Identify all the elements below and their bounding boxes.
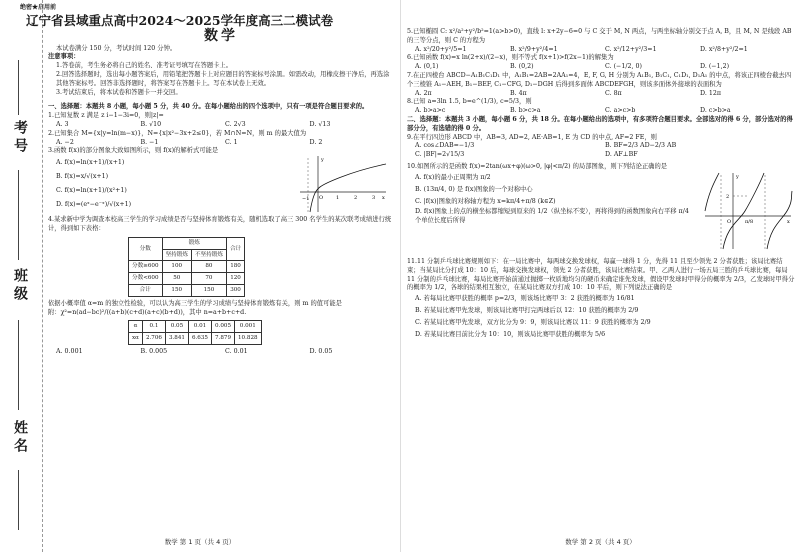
question-4-options: [48, 348, 394, 357]
question-10-block: [407, 163, 795, 255]
table-row: [129, 321, 262, 333]
axis-label: y: [321, 157, 324, 164]
header-cell: 合计: [226, 237, 244, 261]
axis-label: x: [382, 195, 385, 202]
exam-number-label: 考号: [12, 120, 28, 156]
option: C. a>c>b: [605, 107, 636, 115]
option: B. −1: [140, 138, 159, 146]
binding-margin: [0, 0, 43, 552]
contingency-table: [128, 237, 245, 297]
header-cell: 锻炼: [162, 237, 226, 249]
cell: 50: [162, 273, 191, 285]
exam-intro: 本试卷满分 150 分，考试时间 120 分钟。: [56, 44, 177, 52]
table-row: [129, 333, 262, 345]
option: B. BF=2/3 AD−2/3 AB: [605, 142, 677, 150]
section-1-heading: 一、选择题：本题共 8 小题，每小题 5 分，共 40 分。在每小题给出的四个选项中，只有一项是符合题目要求的。: [48, 103, 369, 111]
notice-heading: 注意事项：: [48, 53, 80, 61]
cell: 0.001: [235, 321, 262, 333]
exam-title: 辽宁省县域重点高中2024～2025学年度高三二模试卷: [26, 12, 334, 28]
option: B. f(x)=x/√(x+1): [56, 173, 109, 181]
option: A. f(x)的最小正周期为 π/2: [415, 173, 491, 181]
option: D. 0.05: [309, 347, 333, 355]
question-1-options: [48, 121, 394, 130]
cell: 150: [162, 284, 191, 296]
function-graph-q3: [298, 154, 390, 214]
cell: 合计: [129, 284, 163, 296]
option: D. 若某局比赛目前比分为 10：10，则该局比赛甲获胜的概率为 5/6: [415, 331, 606, 339]
question-11: 11.11 分制乒乓球比赛规则如下：在一局比赛中，每两球交换发球权，每赢一球得 1 分，先得 11 且至少领先 2 分者获胜；该局比赛结束；当某局比分打成 10：10 后，每球交换发球权，领先 2 分者获胜，该局比赛结束。甲、乙两人进行一场五局三胜的乒乓球比赛，每局 11 分制的乒乓球比赛，每局比赛开始前通过抛掷一枚质地均匀的硬币来确定谁先发球，假设甲发球时甲得分的概率为 2/3，乙发球时甲得分的概率为 1/2，各球的结果相互独立，在某局比赛双方打成 10：10 平后，则下列说法正确的是: [407, 257, 795, 292]
option: A. 0.001: [56, 347, 83, 355]
question-4-text: 依据小概率值 α=m 的独立性检验，可以认为高三学生的学习成绩与坚持体育锻炼有关，则 m 的值可能是: [48, 299, 342, 307]
option: B. 若某局比赛甲先发球，则该局比赛甲打完两球后以 12：10 获胜的概率为 2/9: [415, 307, 639, 315]
page-2-content: [407, 28, 795, 341]
tick-label: −1: [302, 196, 310, 203]
option: A. cos∠DAB=−1/3: [415, 142, 475, 150]
tick-label: π/8: [745, 218, 754, 225]
option: B. x²/9+y²/4=1: [510, 45, 558, 53]
question-6: 6.已知函数 f(x)=x ln(2+x)/(2−x)，则不等式 f(x+1)>f(2x−1)的解集为: [407, 54, 614, 62]
question-5: 5.已知椭圆 C: x²/a²+y²/b²=1(a>b>0)，直线 l: x+2y−6=0 与 C 交于 M, N 两点，与两坐标轴分别交于点 A, B，且 M, N 是线段 AB 的三等分点，则 C 的方程为: [407, 28, 792, 44]
cell: 0.05: [165, 321, 188, 333]
option: C. (−1/2, 0): [605, 63, 642, 71]
header-cell: 不坚持锻炼: [191, 249, 226, 261]
divider: [18, 170, 19, 260]
name-label: 姓名: [12, 420, 28, 456]
question-4: 4.某求新中学为调查本校高三学生的学习成绩是否与坚持体育锻炼有关，随机选取了高三 300 名学生的某次联考成绩进行统计，得到如下表格：: [48, 216, 392, 232]
question-6-options: [407, 63, 795, 72]
option: C. 2√3: [225, 120, 246, 128]
question-7: 7.在正四棱台 ABCD−A₁B₁C₁D₁ 中，A₁B₁=2AB=2AA₁=4，E, F, G, H 分别为 A₁B₁, B₁C₁, C₁D₁, D₁A₁ 的中点，将该正四棱台截去四个三棱锥 A₁−AEH, B₁−BEF, C₁−CFG, D₁−DGH 后得到多面体 ABCDEFGH，则该多面体外接球的表面积为: [407, 71, 792, 88]
tangent-graph-q10: [703, 171, 793, 251]
cell: 0.01: [188, 321, 211, 333]
option: D. f(x)=(eˣ−e⁻ˣ)/√(x+1): [56, 201, 132, 209]
axis-label: y: [736, 173, 739, 180]
cell: 分数≥600: [129, 261, 163, 273]
origin-label: O: [727, 218, 732, 225]
question-3-options: [48, 156, 276, 212]
option: B. (13π/4, 0) 是 f(x)图象的一个对称中心: [415, 185, 533, 193]
page-2: [400, 0, 800, 552]
option: A. −2: [56, 138, 74, 146]
question-3-body: [48, 156, 394, 214]
option: B. √10: [140, 120, 162, 128]
option: A. x²/20+y²/5=1: [415, 45, 467, 53]
cell: 180: [226, 261, 244, 273]
option: B. 4π: [510, 89, 527, 97]
option: D. 2: [309, 138, 323, 146]
curve: [723, 173, 764, 249]
option: B. b>c>a: [510, 107, 541, 115]
page-1-footer: 数学 第 1 页（共 4 页）: [164, 538, 236, 546]
curve: [310, 164, 386, 212]
curve: [705, 173, 719, 211]
question-8-options: [407, 107, 795, 116]
cell: 10.828: [235, 333, 262, 345]
option: D. √13: [309, 120, 331, 128]
notice-item: 1.答卷前，考生务必将自己的姓名、准考证号填写在答题卡上。: [56, 62, 233, 70]
option: C. 若某局比赛甲先发球，双方比分为 9：9，则该局比赛以 11：9 获胜的概率为 2/9: [415, 319, 651, 327]
axis-label: x: [787, 218, 790, 225]
option: A. (0,1): [415, 63, 439, 71]
cell: 7.879: [211, 333, 234, 345]
page-2-footer: 数学 第 2 页（共 4 页）: [565, 538, 636, 546]
question-10-body: [407, 163, 697, 225]
cell: 2.706: [142, 333, 165, 345]
cell: 分数<600: [129, 273, 163, 285]
table-row: [129, 273, 245, 285]
question-9: 9.在平行四边形 ABCD 中，AB=3, AD=2, AE·AB=1, E 为 CD 的中点, AF=2 FE，则: [407, 133, 657, 141]
tick-label: 1: [336, 195, 340, 202]
cell: 100: [162, 261, 191, 273]
option: B. (0,2): [510, 63, 534, 71]
option: A. 2π: [415, 89, 432, 97]
table-row: [129, 284, 245, 296]
option: C. 0.01: [225, 347, 248, 355]
notice-item: 3.考试结束后，将本试卷和答题卡一并交回。: [56, 88, 182, 96]
table-row: [129, 261, 245, 273]
option: A. b>a>c: [415, 107, 446, 115]
divider: [18, 320, 19, 410]
header-cell: 分数: [129, 237, 163, 261]
question-9-options: [407, 142, 795, 160]
section-2-heading: 二、选择题：本题共 3 小题，每小题 6 分，共 18 分。在每小题给出的选项中，有多项符合题目要求。全部选对的得 6 分，部分选对的得部分分，有选错的得 0 分。: [407, 115, 793, 132]
option: D. 12π: [700, 89, 721, 97]
divider: [18, 60, 19, 115]
option: A. f(x)=ln(x+1)/(x+1): [56, 159, 125, 167]
secret-mark: 绝密★启用前: [20, 4, 57, 11]
question-1: 1.已知复数 z 满足 z i−1−3i=0，则|z|=: [48, 112, 164, 120]
option: C. f(x)=ln(x+1)/(x²+1): [56, 187, 127, 195]
question-10: 10.如图所示的是函数 f(x)=2tan(ωx+φ)(ω>0, |φ|<π/2) 的局部图象，则下列结论正确的是: [407, 162, 668, 170]
question-8: 8.已知 a=3ln 1.5, b=e^(1/3), c=5/3，则: [407, 98, 532, 106]
option: C. |f(x)|图象的对称轴方程为 x=kπ/4+π/8 (k∈Z): [415, 197, 556, 205]
question-3: 3.函数 f(x)的部分图象大致如图所示，则 f(x)的解析式可能是: [48, 147, 219, 155]
cell: 3.841: [165, 333, 188, 345]
cell: 0.1: [142, 321, 165, 333]
critical-value-table: [128, 320, 262, 345]
cell: 6.635: [188, 333, 211, 345]
notice-item: 2.回答选择题时，选出每小题答案后，用铅笔把答题卡上对应题目的答案标号涂黑。如需改动，用橡皮擦干净后，再选涂其他答案标号。回答非选择题时，将答案写在答题卡上。写在本试卷上无效。: [56, 70, 390, 87]
cell: xα: [129, 333, 143, 345]
cell: 150: [191, 284, 226, 296]
cell: α: [129, 321, 143, 333]
option: C. 8π: [605, 89, 622, 97]
option: C. 1: [225, 138, 238, 146]
cell: 0.005: [211, 321, 234, 333]
option: C. x²/12+y²/3=1: [605, 45, 657, 53]
chi-square-formula: 附：χ²=n(ad−bc)²/((a+b)(c+d)(a+c)(b+d))，其中 n=a+b+c+d.: [48, 308, 247, 316]
cell: 300: [226, 284, 244, 296]
option: D. f(x)图象上的点的横坐标都缩短到原来的 1/2（纵坐标不变），再将得到的函数图象向右平移 π/4 个单位长度后所得: [415, 207, 689, 224]
header-cell: 坚持锻炼: [162, 249, 191, 261]
subject-title: 数学: [204, 27, 238, 44]
option: C. |BF|=2√15/3: [415, 151, 465, 159]
value-label: 2: [726, 193, 730, 200]
option: A. 3: [56, 120, 69, 128]
origin-label: O: [319, 195, 324, 202]
cell: 120: [226, 273, 244, 285]
option: D. AF⊥BF: [605, 151, 638, 159]
divider: [18, 470, 19, 530]
class-label: 班级: [12, 268, 28, 304]
cell: 70: [191, 273, 226, 285]
option: A. 若每局比赛甲获胜的概率 p=2/3，则该场比赛甲 3：2 获胜的概率为 16/81: [415, 295, 635, 303]
option: D. (−1,2): [700, 63, 730, 71]
option: D. c>b>a: [700, 107, 731, 115]
option: D. x²/8+y²/2=1: [700, 45, 748, 53]
option: B. 0.005: [140, 347, 168, 355]
question-2: 2.已知集合 M={x|y=ln(m−x)}，N={x|x²−3x+2≤0}，若 M∩N=N，则 m 的最大值为: [48, 129, 307, 137]
tick-label: 2: [354, 195, 358, 202]
cell: 80: [191, 261, 226, 273]
tick-label: 3: [372, 195, 376, 202]
